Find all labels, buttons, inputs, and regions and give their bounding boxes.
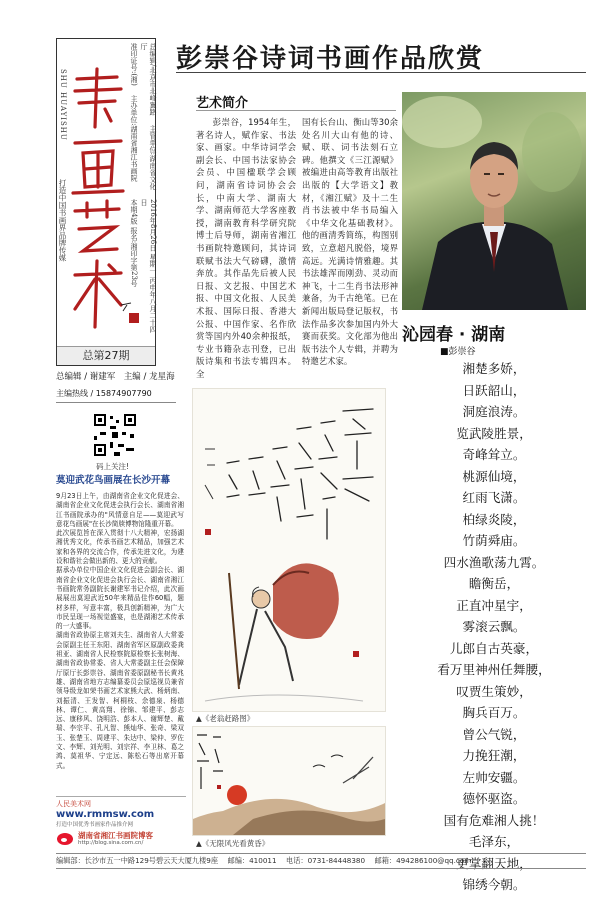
poem-line: 竹荫舜庙。 [462,533,526,548]
poem-line: 四水渔歌荡九霄。 [443,554,545,570]
poem-line: 毛泽东， [468,834,520,849]
qr-code[interactable] [92,412,138,458]
weibo-url[interactable]: http://blog.sina.com.cn/ [78,840,144,846]
footer-contact-bar [56,853,586,869]
poem-line: 桃源仙境， [462,468,526,484]
masthead-info-line: 准印证号:(湘) [130,43,138,86]
poem-line: 雾滚云飘。 [462,619,526,634]
poem-line: 胸兵百万。 [462,705,526,720]
masthead-side-info [139,43,157,193]
poem-author: ■彭崇谷 [440,347,476,357]
footer-email[interactable]: 邮箱：494286100@qq.com [374,856,472,865]
masthead-lunar-date: 丙申年八月二十四日 [140,199,157,333]
editor-divider [56,402,176,403]
site-link[interactable] [56,796,186,828]
masthead-date-text: 2016年8月26日 星期一 [149,199,157,275]
painting-sunset-caption: ▲《无限风光看黄昏》 [196,839,270,848]
issue-text: 总第27期 [82,349,130,362]
site-url[interactable]: www.rmmsw.com [56,809,155,820]
intro-title: 艺术简介 [196,96,249,111]
site-tagline: 打造中国优秀书画家作品推介网 [56,822,134,828]
seal-icon [119,301,143,327]
poem-line: 红雨飞潇。 [462,490,526,505]
masthead-reg-text: 报名:湘印字第23号 [130,226,138,287]
poem-line: 洞庭浪涛。 [462,404,526,419]
poem-line: 锦绣今朝。 [462,877,526,892]
footer-phone: 电话：0731-84448380 [286,856,366,865]
poem-line: 左帅安疆。 [462,769,526,785]
painting-old-man [192,388,386,712]
chief-editor: 总编辑 / 谢建军 [56,372,116,382]
portrait-photo [402,92,586,310]
poem-line: 叹贾生策妙， [456,683,532,699]
editor-credits [56,370,176,382]
intro-column-2: 国有长台山、衡山等30余处名川大山有他的诗、赋、联、词书法刻石立碑。他撰文《三江源赋》被编进由高等教育出版社出版的【大学语文】教材，《湘江赋》及十二生肖书法被中华书局编入《中华文化基础教材》。他的画清秀简练，构图别致，立意超凡脱俗，境界高远。光满诗情雅趣。其书法雄浑而刚劲、灵动而神飞，十二生肖书法形神兼备，为千古绝笔。已在新闻出版局登记版权，书法作品多次参加国内外大赛而获奖。文化部为他出版书法个人专辑，并聘为特邀艺术家。 [302,117,398,367]
masthead-pinyin: SHU HUAYISHU [59,69,67,141]
poem-line: 更掌翻天地， [456,855,532,871]
page-title: 彭崇谷诗词书画作品欣赏 [176,44,485,74]
poem-line: 瞻衡岳， [468,576,520,591]
masthead-info-line: 总编辑/北京市北峰翼路 [149,43,157,116]
news-body: 9月23日上午，由湖南省企业文化促进会、湖南省企业文化促进会执行会长、湖南省湘江书画院承办的"风情意自足——莫迎武写意花鸟画展"在长沙简牍博物馆隆重开幕。 此次展览旨在深入贯彻十八大精神，宏扬湖湘优秀文化，传承书画艺术精品，加强艺术家和各界的交流合作，传承先进文化，为建设和谐社会做出新的、更大的贡献。 据承办单位中国企业文化促进会副会长、湖南省企业文化促进会执行会长、湖南省湘江书画院常务副院长谢建军书记介绍，此次画展展出莫迎武近50年来精品佳作60幅，题材多样，写意丰富，极具创新精神，为广大市民呈现一场视觉盛宴，也是湖湘艺术传承的一大盛事。 湖南省政协原主席刘夫生、湖南省人大常委会原副主任王东阳、湖南省军区原副政委龚祖亚、湖南省人民检察院原检察长张树海、湖南省政协常委、省人大常委副主任会保障厅原厅长彭崇谷、湖南省委原副秘书长黄兆雄、湖南省地方志编纂委员会原巡视员兼省领导级龙如荣书画艺术家熊大武、杨炳南、刘振清、王发智、柯桐枝、余德泉、杨德林、谭仁、黄高翔、徐锦、邹建平、彭志远、康移风、饶明浩、彭本人、谢辉楚、戴瑞、李宗平、孔凡智、熊灿华、张奇、梁双玉、张楚玉、周建平、朱达中、梁仲、罗佐文、李辉、刘光明、刘宗祥、李卫林、葛之鸿、莫祖华、宁定远、陈松石等出席开幕式。 [56,492,184,770]
poem-body [402,358,586,896]
masthead-info-line: 主管单位:湖南省文化厅 [140,43,157,190]
editor-hotline: 主编热线 / 15874907790 [56,389,152,398]
weibo-link[interactable] [56,828,186,850]
poem-line: 德怀驱盗。 [462,791,526,806]
weibo-label: 湖南省湘江书画院博客 [78,831,153,840]
poem-line: 日跃韶山， [462,382,526,398]
painting-old-man-caption: ▲《老翁赶路图》 [196,714,255,723]
footer-address: 编辑部：长沙市五一中路129号碧云天大厦九楼9座 [56,856,219,865]
poem-line: 曾公气锐， [462,726,526,742]
calligraphy-title-art [65,65,131,335]
painting-sunset [192,726,386,836]
qr-caption: 码上关注! [96,462,130,471]
title-divider [176,72,586,73]
portrait-figure [402,92,586,310]
news-title: 莫迎武花鸟画展在长沙开幕 [56,475,171,486]
painting-old-man-art [193,389,385,711]
poem-line: 览武陵胜景， [456,425,532,441]
masthead-slogan: 打造中国书画界品牌传媒 [58,179,67,262]
weibo-icon [56,830,74,846]
masthead-edition-text: 本期4版 [130,199,138,225]
issue-number [57,346,155,365]
seal-signature [119,301,143,327]
site-label: 人民美术网 [56,800,91,808]
footer-postcode: 邮编：410011 [227,856,277,865]
editor: 主编 / 龙星海 [123,372,175,382]
painting-sunset-art [193,727,385,835]
masthead-info-line: 主办单位:湖南省湘江书画院 [130,95,138,182]
poem-title: 沁园春 · 湖南 [402,325,506,345]
qr-code-icon [92,412,138,458]
poem-line: 国有危难湘人挑！ [443,812,545,828]
masthead-calligraphy-title [65,65,131,335]
poem-line: 柏绿炎陵， [462,511,526,527]
poem-line: 力挽狂潮， [462,748,526,763]
intro-column-1: 彭崇谷，1954年生，著名诗人，赋作家、书法家、画家。中华诗词学会副会长、中国书法家协会会员、中国楹联学会顾问，湖南省诗词协会会长，中南大学、湖南大学、湖南师范大学客座教授，湖南教育科学研究院博士后导师，湖南省湘江书画院特邀顾问，其诗词联赋书法大气磅礴，激情奔放。其作品先后被人民日报、文艺报、中国艺术报、中国文化报、人民美术报、国际日报、香港大公报、中国作家、名作欣赏等国内外40余种报纸，专业书籍杂志刊登，已出版诗集和书法专辑四本。全 [196,117,296,379]
poem-line: 奇峰耸立。 [462,447,526,462]
poem-line: 看万里神州任舞腰， [437,662,551,677]
poem-line: 儿郎自古英豪， [449,640,539,656]
intro-divider [196,110,396,111]
masthead [56,38,156,366]
poem-line: 湘楚多娇， [462,361,526,376]
poem-line: 正直冲星宇， [456,597,532,613]
